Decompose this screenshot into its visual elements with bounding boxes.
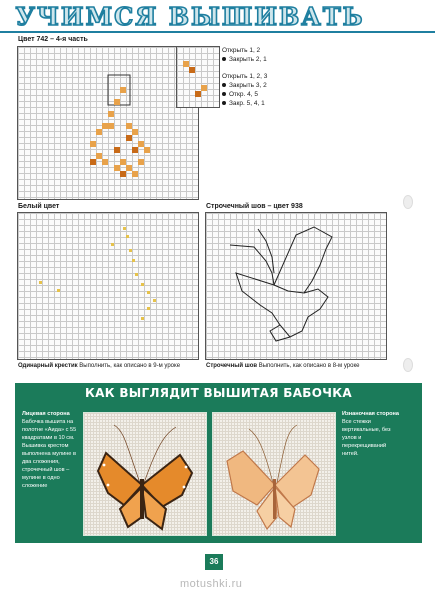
chart-grid-color-742: [17, 46, 199, 200]
photo-front-side: [83, 412, 207, 536]
bullet-icon: [222, 57, 226, 61]
front-side-text: Лицевая сторона Бабочка вышита на полотне «Аида» с 55 квадратами в 10 см. Вышивка крестом выполнена мулине в два сложения, строчечный шов – мулине в одно сложение: [22, 411, 77, 489]
bullet-icon: [222, 83, 226, 87]
bullet-icon: [222, 101, 226, 105]
binding-hole: [403, 358, 413, 372]
white-stitch-pattern: [18, 213, 198, 359]
chart-label-backstitch: Строчечный шов – цвет 938: [206, 203, 303, 210]
legend-item: Закр. 5, 4, 1: [222, 99, 267, 108]
butterfly-back-image: [213, 413, 335, 535]
page-number: 36: [205, 554, 223, 570]
backstitch-outline: [206, 213, 386, 359]
page-header: [0, 0, 435, 36]
chart-label-white: Белый цвет: [18, 203, 60, 210]
chart-grid-backstitch: [205, 212, 387, 360]
caption-white: Одинарный крестик Выполнить, как описано в 9-м уроке: [18, 363, 181, 369]
legend-item: Открыть 1, 2: [222, 47, 261, 54]
mini-stitch-marks: [177, 47, 219, 107]
chart-label-color-742: Цвет 742 – 4-я часть: [18, 36, 88, 43]
header-divider: [0, 31, 435, 33]
butterfly-front-image: [84, 413, 206, 535]
stitch-legend: [222, 46, 267, 108]
bullet-icon: [222, 92, 226, 96]
butterfly-body-pattern: [18, 47, 198, 199]
caption-backstitch: Строчечный шов Выполнить, как описано в 8-м уроке: [206, 363, 360, 369]
legend-item: Открыть 1, 2, 3: [222, 73, 268, 80]
back-side-text: Изнаночная сторона Все стежки вертикальные, без узлов и перекрещиваний нитей.: [342, 411, 400, 457]
mini-stitch-diagram: [176, 46, 220, 108]
photo-back-side: [212, 412, 336, 536]
legend-item: Закрыть 3, 2: [222, 81, 267, 90]
page-title: УЧИМСЯ ВЫШИВАТЬ: [15, 2, 365, 31]
watermark-url: motushki.ru: [180, 578, 243, 590]
chart-grid-white: [17, 212, 199, 360]
binding-hole: [403, 195, 413, 209]
legend-item: Откр. 4, 5: [222, 90, 267, 99]
panel-title: КАК ВЫГЛЯДИТ ВЫШИТАЯ БАБОЧКА: [85, 386, 352, 400]
legend-item: Закрыть 2, 1: [222, 55, 267, 64]
